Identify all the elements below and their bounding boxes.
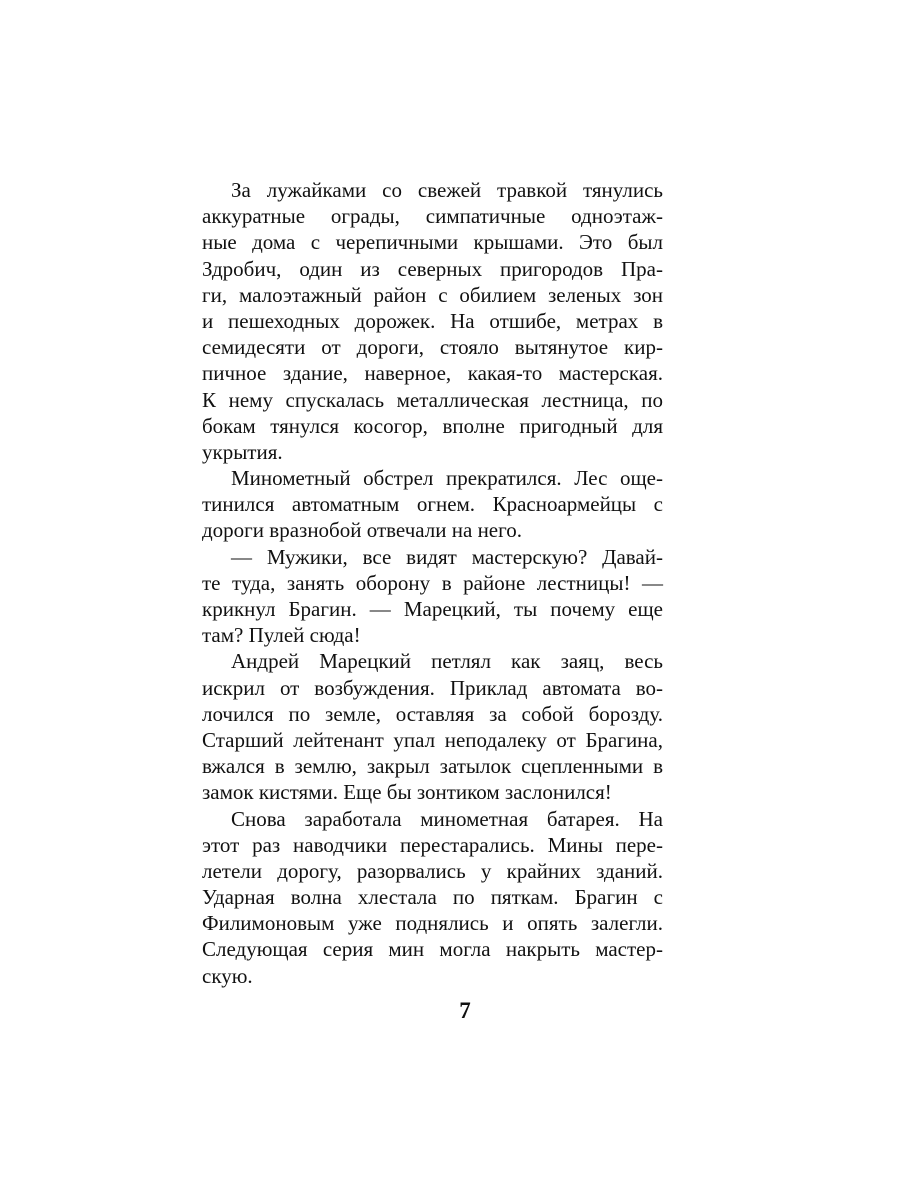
text-line: К нему спускалась металлическая лестница, по	[202, 387, 663, 412]
text-line: Филимоновым уже поднялись и опять залегли.	[202, 911, 663, 936]
text-line: летели дорогу, разорвались у крайних зданий.	[202, 858, 663, 883]
text-line: Снова заработала минометная батарея. На	[231, 806, 663, 831]
text-line: аккуратные ограды, симпатичные одноэтаж-	[202, 204, 663, 229]
text-line: крикнул Брагин. — Марецкий, ты почему еще	[202, 597, 663, 621]
text-line: искрил от возбуждения. Приклад автомата во-	[202, 675, 663, 700]
text-line: скую.	[202, 963, 253, 988]
text-line: Здробич, один из северных пригородов Пра-	[202, 256, 663, 281]
text-line: тинился автоматным огнем. Красноармейцы с	[202, 492, 663, 517]
text-line: вжался в землю, закрыл затылок сцепленными в	[202, 754, 663, 779]
text-line: этот раз наводчики перестарались. Мины пере-	[202, 832, 663, 857]
text-line: замок кистями. Еще бы зонтиком заслонился!	[202, 780, 612, 805]
text-line: там? Пулей сюда!	[202, 623, 361, 648]
paragraph-1	[202, 177, 663, 465]
page-number: 7	[459, 998, 471, 1023]
text-line: ги, малоэтажный район с обилием зеленых зон	[202, 282, 663, 307]
text-line: Андрей Марецкий петлял как заяц, весь	[231, 649, 663, 674]
text-line: ные дома с черепичными крышами. Это был	[202, 230, 663, 255]
text-line: Минометный обстрел прекратился. Лес още-	[231, 466, 663, 491]
text-line: дороги вразнобой отвечали на него.	[202, 518, 522, 543]
text-line: Старший лейтенант упал неподалеку от Брагина,	[202, 727, 663, 752]
text-line: семидесяти от дороги, стояло вытянутое кир-	[202, 335, 663, 360]
text-line: За лужайками со свежей травкой тянулись	[231, 178, 663, 202]
text-line: и пешеходных дорожек. На отшибе, метрах в	[202, 308, 663, 333]
text-line: те туда, занять оборону в районе лестницы! —	[202, 570, 663, 595]
paragraph-2	[202, 465, 663, 544]
text-line: укрытия.	[202, 439, 283, 464]
text-line: бокам тянулся косогор, вполне пригодный для	[202, 413, 663, 438]
text-line: Следующая серия мин могла накрыть мастер-	[202, 937, 663, 962]
body-text	[202, 177, 663, 989]
paragraph-5	[202, 806, 663, 989]
text-line: лочился по земле, оставляя за собой борозду.	[202, 701, 663, 726]
text-line: пичное здание, наверное, какая-то мастерская.	[202, 361, 663, 386]
text-line: — Мужики, все видят мастерскую? Давай-	[231, 544, 663, 569]
paragraph-4	[202, 648, 663, 805]
paragraph-3	[202, 544, 663, 649]
text-line: Ударная волна хлестала по пяткам. Брагин с	[202, 885, 663, 910]
